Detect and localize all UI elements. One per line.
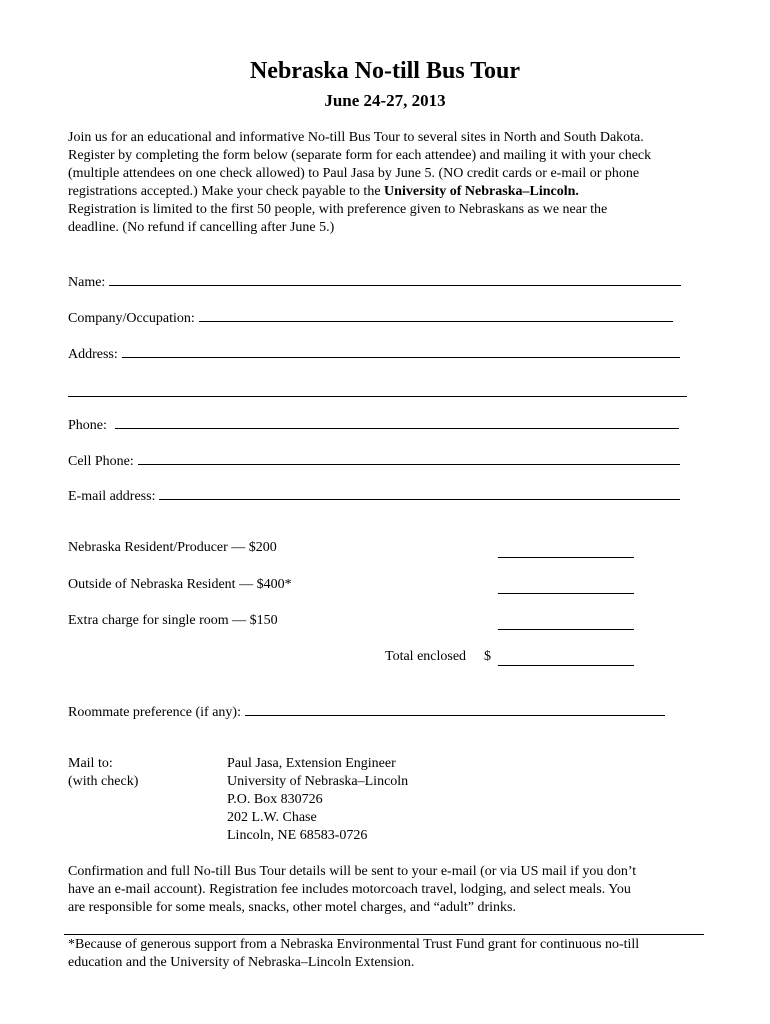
confirmation-paragraph <box>68 863 718 917</box>
footnote <box>68 936 718 972</box>
mail-address-line: P.O. Box 830726 <box>227 792 323 807</box>
email-field[interactable] <box>68 487 680 505</box>
mail-address <box>227 755 408 845</box>
mail-label-line: (with check) <box>68 774 139 789</box>
mail-address-line: Lincoln, NE 68583-0726 <box>227 828 368 843</box>
intro-line <box>68 183 708 201</box>
total-blank[interactable] <box>498 653 634 666</box>
fee-resident: Nebraska Resident/Producer — $200 <box>68 540 277 555</box>
cell-field[interactable] <box>68 452 680 470</box>
confirmation-line: Confirmation and full No-till Bus Tour details will be sent to your e-mail (or via US mail if you don’t <box>68 864 637 879</box>
mail-label-line: Mail to: <box>68 756 113 771</box>
roommate-blank[interactable] <box>245 703 665 716</box>
name-field[interactable] <box>68 273 681 291</box>
address-label: Address: <box>68 347 118 362</box>
phone-blank[interactable] <box>115 416 679 429</box>
name-blank[interactable] <box>109 273 681 286</box>
company-field[interactable] <box>68 309 673 327</box>
mail-label <box>68 755 138 791</box>
tour-dates: June 24-27, 2013 <box>324 91 446 110</box>
confirmation-line: have an e-mail account). Registration fee includes motorcoach travel, lodging, and select meals. You <box>68 882 631 897</box>
cell-label: Cell Phone: <box>68 454 134 469</box>
footnote-line: *Because of generous support from a Nebraska Environmental Trust Fund grant for continuous no-till <box>68 937 640 952</box>
confirmation-line: are responsible for some meals, snacks, other motel charges, and “adult” drinks. <box>68 900 516 915</box>
cell-blank[interactable] <box>138 452 680 465</box>
name-label: Name: <box>68 275 106 290</box>
mail-address-line: Paul Jasa, Extension Engineer <box>227 756 396 771</box>
mail-address-line: University of Nebraska–Lincoln <box>227 774 409 789</box>
company-label: Company/Occupation: <box>68 311 195 326</box>
fee-outside: Outside of Nebraska Resident — $400* <box>68 577 292 592</box>
total-currency: $ <box>484 649 491 664</box>
intro-line-text: registrations accepted.) Make your check payable to the <box>68 184 385 199</box>
address-blank[interactable] <box>122 345 680 358</box>
intro-line: Registration is limited to the first 50 people, with preference given to Nebraskans as we near the <box>68 202 608 217</box>
intro-line: Register by completing the form below (separate form for each attendee) and mailing it with your check <box>68 148 652 163</box>
address-blank-line-2[interactable] <box>68 384 687 397</box>
total-label: Total enclosed <box>385 649 467 664</box>
intro-line: Join us for an educational and informative No-till Bus Tour to several sites in North and South Dakota. <box>68 130 644 145</box>
phone-label: Phone: <box>68 418 107 433</box>
payee-name: University of Nebraska–Lincoln. <box>384 184 579 199</box>
roommate-label: Roommate preference (if any): <box>68 705 241 720</box>
intro-paragraph <box>68 129 708 237</box>
fee-outside-blank[interactable] <box>498 581 634 594</box>
roommate-field[interactable] <box>68 703 665 721</box>
email-label: E-mail address: <box>68 489 156 504</box>
phone-field[interactable] <box>68 416 679 434</box>
address-field[interactable] <box>68 345 680 363</box>
fee-single-room: Extra charge for single room — $150 <box>68 613 278 628</box>
intro-line: (multiple attendees on one check allowed) to Paul Jasa by June 5. (NO credit cards or e-mail or phone <box>68 166 640 181</box>
footnote-line: education and the University of Nebraska–Lincoln Extension. <box>68 955 415 970</box>
footnote-divider <box>64 934 704 935</box>
mail-address-line: 202 L.W. Chase <box>227 810 317 825</box>
fee-single-room-blank[interactable] <box>498 617 634 630</box>
page-title: Nebraska No-till Bus Tour <box>249 58 521 84</box>
company-blank[interactable] <box>199 309 673 322</box>
fee-resident-blank[interactable] <box>498 545 634 558</box>
email-blank[interactable] <box>159 487 680 500</box>
intro-line: deadline. (No refund if cancelling after June 5.) <box>68 220 335 235</box>
